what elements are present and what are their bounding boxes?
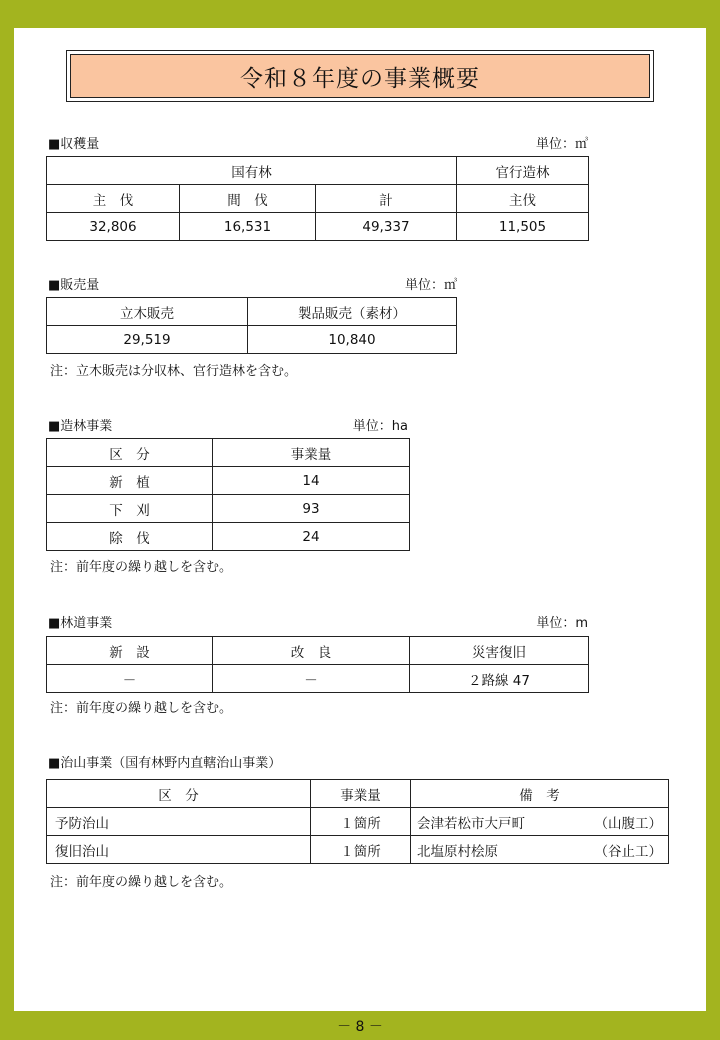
page-title: 令和８年度の事業概要 xyxy=(70,54,650,98)
harvest-group-govt: 官行造林 xyxy=(457,157,589,185)
sales-header xyxy=(48,275,457,293)
sales-note: 注：立木販売は分収林、官行造林を含む。 xyxy=(50,364,298,379)
page-number: － 8 － xyxy=(337,1019,383,1035)
document-page xyxy=(14,28,706,1011)
sales-heading: ■販売量 xyxy=(48,278,100,293)
sales-value-product: 10,840 xyxy=(248,326,457,354)
harvest-header xyxy=(48,134,588,152)
harvest-unit: 単位：㎥ xyxy=(535,137,588,152)
sales-unit: 単位：㎥ xyxy=(404,278,457,293)
harvest-col-total: 計 xyxy=(316,185,457,213)
harvest-col-govt-main: 主伐 xyxy=(457,185,589,213)
erosion-row-type: （山腹工） xyxy=(594,815,662,832)
road-heading: ■林道事業 xyxy=(48,616,113,631)
harvest-group-national: 国有林 xyxy=(47,157,457,185)
sales-value-standing: 29,519 xyxy=(47,326,248,354)
table-row xyxy=(47,467,410,495)
road-header xyxy=(48,613,588,631)
afforestation-header xyxy=(48,416,408,434)
erosion-row-place: 会津若松市大戸町 xyxy=(417,815,525,832)
harvest-value-thinning: 16,531 xyxy=(180,213,316,241)
table-row xyxy=(47,157,589,185)
afforestation-row-label: 新 植 xyxy=(47,467,213,495)
table-row xyxy=(47,298,457,326)
erosion-table xyxy=(46,779,669,864)
sales-col-standing: 立木販売 xyxy=(47,298,248,326)
harvest-table xyxy=(46,156,589,241)
erosion-row-label: 復旧治山 xyxy=(47,836,311,864)
erosion-row-remarks xyxy=(411,808,669,836)
sales-table xyxy=(46,297,457,354)
erosion-row-type: （谷止工） xyxy=(594,843,662,860)
erosion-col-amount: 事業量 xyxy=(311,780,411,808)
title-box xyxy=(66,50,654,102)
road-value-new: － xyxy=(47,665,213,693)
afforestation-col-category: 区 分 xyxy=(47,439,213,467)
harvest-value-main: 32,806 xyxy=(47,213,180,241)
erosion-col-category: 区 分 xyxy=(47,780,311,808)
afforestation-unit: 単位：ha xyxy=(352,419,408,434)
afforestation-heading: ■造林事業 xyxy=(48,419,113,434)
sales-col-product: 製品販売（素材） xyxy=(248,298,457,326)
road-unit: 単位：m xyxy=(536,616,588,631)
table-row xyxy=(47,637,589,665)
erosion-row-place: 北塩原村桧原 xyxy=(417,843,498,860)
afforestation-row-value: 24 xyxy=(213,523,410,551)
road-col-improve: 改 良 xyxy=(213,637,410,665)
harvest-value-total: 49,337 xyxy=(316,213,457,241)
table-row xyxy=(47,326,457,354)
erosion-row-amount: １箇所 xyxy=(311,836,411,864)
afforestation-row-label: 除 伐 xyxy=(47,523,213,551)
road-col-disaster: 災害復旧 xyxy=(410,637,589,665)
road-value-improve: － xyxy=(213,665,410,693)
table-row xyxy=(47,213,589,241)
erosion-row-label: 予防治山 xyxy=(47,808,311,836)
erosion-row-amount: １箇所 xyxy=(311,808,411,836)
afforestation-col-amount: 事業量 xyxy=(213,439,410,467)
erosion-row-remarks xyxy=(411,836,669,864)
harvest-col-main: 主 伐 xyxy=(47,185,180,213)
afforestation-table xyxy=(46,438,410,551)
harvest-col-thinning: 間 伐 xyxy=(180,185,316,213)
table-row xyxy=(47,665,589,693)
table-row xyxy=(47,185,589,213)
road-table xyxy=(46,636,589,693)
table-row xyxy=(47,439,410,467)
afforestation-note: 注：前年度の繰り越しを含む。 xyxy=(50,560,233,575)
road-value-disaster: ２路線 47 xyxy=(410,665,589,693)
road-col-new: 新 設 xyxy=(47,637,213,665)
erosion-col-remarks: 備 考 xyxy=(411,780,669,808)
afforestation-row-label: 下 刈 xyxy=(47,495,213,523)
erosion-heading: ■治山事業（国有林野内直轄治山事業） xyxy=(48,756,282,771)
harvest-value-govt-main: 11,505 xyxy=(457,213,589,241)
table-row xyxy=(47,495,410,523)
harvest-heading: ■収穫量 xyxy=(48,137,100,152)
afforestation-row-value: 14 xyxy=(213,467,410,495)
table-row xyxy=(47,780,669,808)
road-note: 注：前年度の繰り越しを含む。 xyxy=(50,701,233,716)
erosion-header xyxy=(48,753,448,771)
erosion-note: 注：前年度の繰り越しを含む。 xyxy=(50,875,233,890)
afforestation-row-value: 93 xyxy=(213,495,410,523)
table-row xyxy=(47,836,669,864)
table-row xyxy=(47,523,410,551)
table-row xyxy=(47,808,669,836)
